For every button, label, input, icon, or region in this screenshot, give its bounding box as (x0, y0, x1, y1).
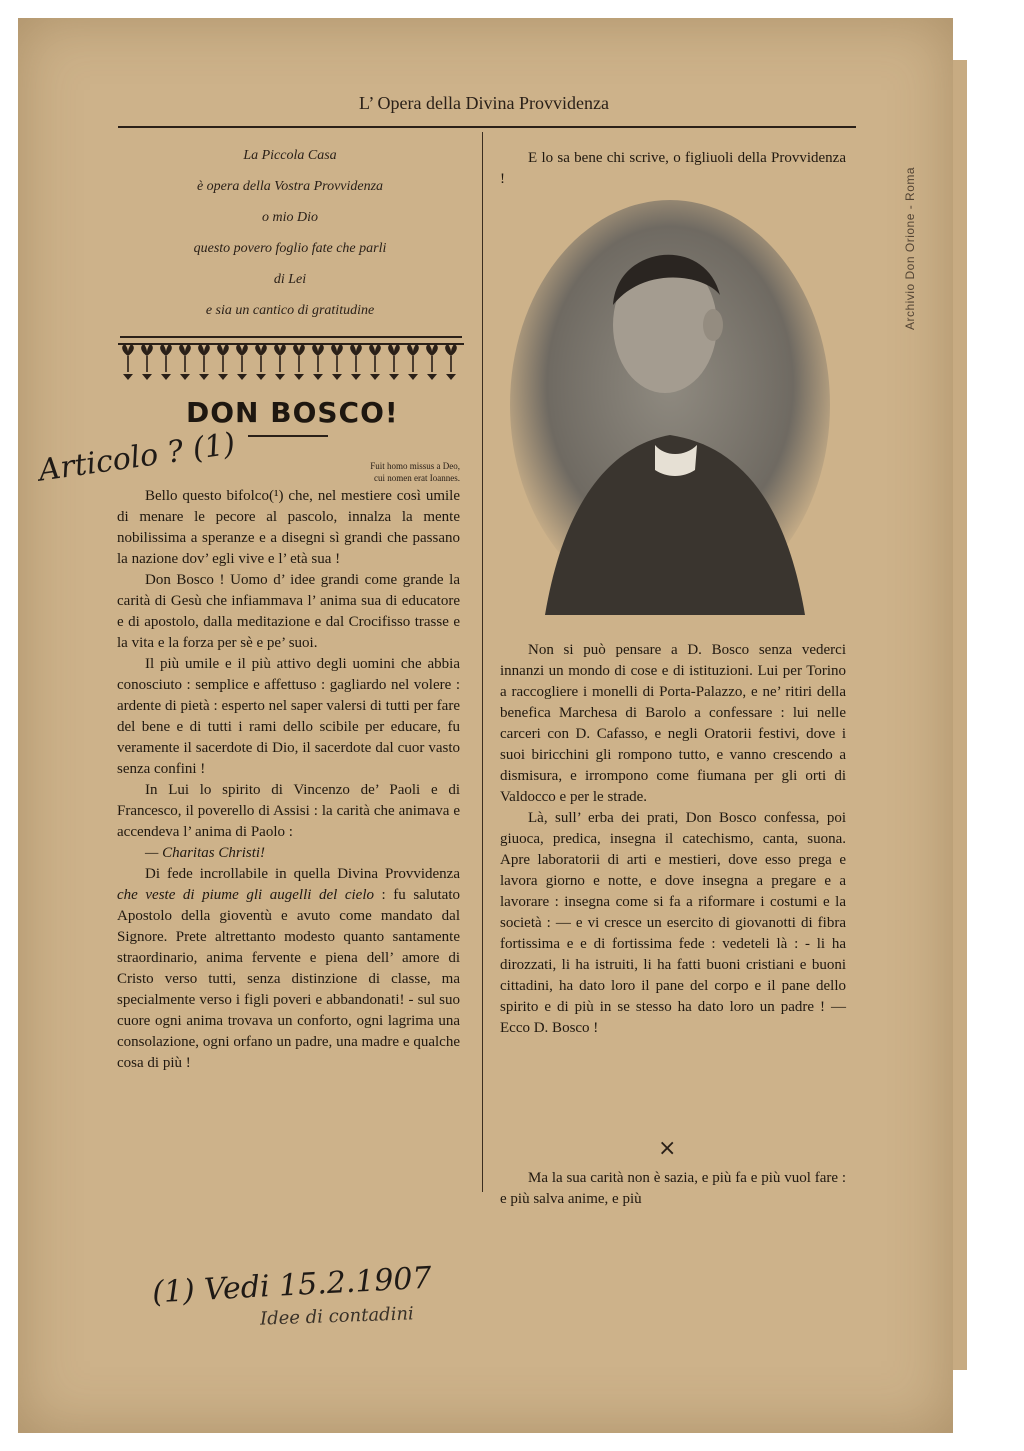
text-run: : fu salutato Apostolo della gioventù e avuto come mandato dal Signore. Prete altrettanto modesto quanto santamente straordinario, anima fervente e piena dell’ amore di Cristo verso tutti, senza distinzione di classe, ma specialmente verso i figli poveri e abbandonati! - sul suo cuore ogni anima trovava un conforto, ogni lagrima una consolazione, ogni orfano un padre, una madre e qualche cosa di più ! (117, 887, 460, 1071)
running-head: L’ Opera della Divina Provvidenza (359, 93, 609, 113)
paragraph: Don Bosco ! Uomo d’ idee grandi come grande la carità di Gesù che infiammava l’ anima sua di educatore e di apostolo, dalla meditazione e dal Crocifisso trasse e la vita e la forza per sè e pe’ suoi. (117, 572, 460, 651)
paragraph-exclamation: — Charitas Christi! (145, 845, 266, 861)
epigraph-line: cui nomen erat Ioannes. (374, 473, 460, 483)
section-separator: × (658, 1136, 677, 1161)
column-rule (482, 132, 483, 1192)
motto-block (120, 146, 460, 332)
article-title: DON BOSCO! (186, 396, 399, 429)
archive-stamp: Archivio Don Orione - Roma (903, 166, 917, 330)
paragraph: Non si può pensare a D. Bosco senza vederci innanzi un mondo di cose e di istituzioni. Lui per Torino a raccogliere i monelli di Porta-Palazzo, e ne’ ritiri della benefica Marchesa di Barolo a confessare : lui nelle carceri con D. Cafasso, e negli Oratorii festivi, dove i suoi biricchini gli rompono tutto, e vanno crescendo a dismisura, e irrompono come fiumana per gli orti di Valdocco e per le strade. (500, 642, 846, 805)
motto-line: o mio Dio (262, 210, 318, 225)
fleur-border-ornament (118, 342, 464, 382)
paragraph (117, 864, 460, 1074)
right-column-text (500, 640, 846, 1039)
epigraph (300, 460, 460, 484)
left-column-text (117, 486, 460, 1074)
handwritten-reference: (1) Vedi 15.2.1907 (151, 1260, 433, 1311)
paragraph: Là, sull’ erba dei prati, Don Bosco confessa, poi giuoca, predica, insegna il catechismo, canta, suona. Apre laboratorii di arti e mestieri, dove esso prega e lavora giorno e notte, e dove insegna a pregare e a lavorare : insegna come si fa a riformare i costumi e la società : — e vi cresce un esercito di giovanotti di fibra fortissima e e di fortissima fede : vedeteli là : - li ha dirozzati, li ha istruiti, li ha fatti buoni cristiani e buoni cittadini, ha dato loro il pane del corpo e il pane dello spirito e di più in se stesso ha dato loro un padre ! — Ecco D. Bosco ! (500, 810, 846, 1036)
motto-line: La Piccola Casa (243, 148, 337, 163)
italic-quote: che veste di piume gli augelli del cielo (117, 887, 374, 903)
right-intro-text (500, 148, 846, 190)
ornament-rule-top (120, 336, 462, 338)
header-rule (118, 126, 856, 128)
portrait-photo (505, 195, 835, 615)
paragraph: Il più umile e il più attivo degli uomini che abbia conosciuto : semplice e affettuso : gagliardo nel volere : ardente di pietà : esperto nel saper valersi di tutti per fare del bene e di tutti i rami dello scibile per educare, fu veramente il sacerdote di Dio, il sacerdote dal cuor vasto senza confini ! (117, 656, 460, 777)
handwritten-note: Articolo ? (1) (36, 426, 238, 489)
epigraph-line: Fuit homo missus a Deo, (370, 461, 460, 471)
motto-line: di Lei (273, 272, 307, 287)
page-edge-strip (953, 60, 967, 1370)
title-rule (248, 435, 328, 437)
paragraph: Bello questo bifolco(¹) che, nel mestiere così umile di menare le pecore al pascolo, innalza la mente nobilissima a speranze e a disegni sì grandi che passano la nazione dov’ egli vive e l’ età sua ! (117, 488, 460, 567)
handwritten-reference-note: Idee di contadini (259, 1303, 415, 1330)
motto-line: è opera della Vostra Provvidenza (196, 179, 384, 194)
right-column-continuation (500, 1168, 846, 1210)
text-run: Di fede incrollabile in quella Divina Provvidenza (145, 866, 460, 882)
paragraph: Ma la sua carità non è sazia, e più fa e più vuol fare : e più salva anime, e più (500, 1170, 846, 1207)
paragraph: E lo sa bene chi scrive, o figliuoli della Provvidenza ! (500, 150, 846, 187)
paragraph: In Lui lo spirito di Vincenzo de’ Paoli e di Francesco, il poverello di Assisi : la carità che animava e accendeva l’ anima di Paolo : (117, 782, 460, 840)
motto-line: e sia un cantico di gratitudine (205, 303, 375, 318)
motto-line: questo povero foglio fate che parli (193, 241, 387, 256)
